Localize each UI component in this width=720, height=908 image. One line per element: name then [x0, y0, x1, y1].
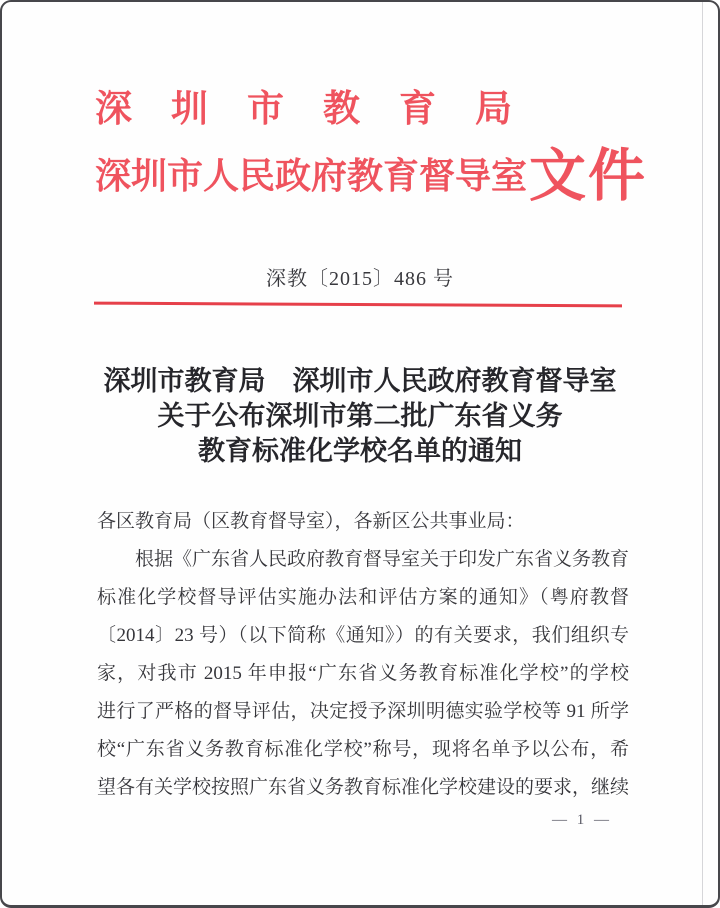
- salutation-line: 各区教育局（区教育督导室），各新区公共事业局：: [97, 511, 525, 532]
- body-line: 望各有关学校按照广东省义务教育标准化学校建设的要求，继续: [97, 777, 630, 798]
- agency-name-line1: 深圳市教育局: [95, 89, 551, 130]
- document-title: [2, 364, 718, 469]
- title-line-2: 关于公布深圳市第二批广东省义务: [157, 401, 563, 431]
- body-line: 校“广东省义务教育标准化学校”称号，现将名单予以公布，希: [97, 739, 629, 760]
- page-number: — 1 —: [552, 812, 612, 828]
- body-line: 进行了严格的督导评估，决定授予深圳明德实验学校等 91 所学: [97, 701, 629, 722]
- issuing-agencies: [95, 89, 551, 196]
- scan-artifact-line: [702, 2, 703, 905]
- title-line-1: 深圳市教育局 深圳市人民政府教育督导室: [103, 366, 617, 396]
- document-type-label: 文件: [529, 145, 647, 208]
- document-number: 深教〔2015〕486 号: [266, 268, 454, 290]
- agency-name-line2: 深圳市人民政府教育督导室: [95, 156, 528, 196]
- red-divider-line: [94, 302, 622, 308]
- document-body: [97, 503, 629, 807]
- body-line: 家，对我市 2015 年申报“广东省义务教育标准化学校”的学校: [97, 663, 629, 684]
- letterhead: [95, 89, 647, 208]
- title-line-3: 教育标准化学校名单的通知: [198, 436, 522, 466]
- body-line: 根据《广东省人民政府教育督导室关于印发广东省义务教育: [135, 549, 630, 570]
- body-line: 〔2014〕23 号）（以下简称《通知》）的有关要求，我们组织专: [97, 625, 629, 646]
- body-line: 标准化学校督导评估实施办法和评估方案的通知》（粤府教督: [97, 587, 629, 608]
